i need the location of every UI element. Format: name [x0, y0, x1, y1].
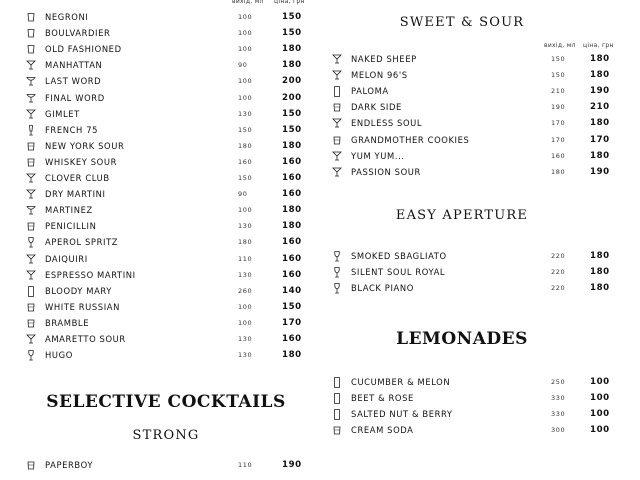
menu-item-paloma: [332, 83, 622, 99]
menu-item-penicillin: [26, 218, 306, 234]
item-price: 160: [282, 237, 302, 248]
highball-glass-icon: [332, 393, 342, 403]
item-price: 170: [282, 317, 302, 328]
item-volume: 190: [551, 103, 566, 112]
menu-item-endless-soul: [332, 115, 622, 131]
wine-glass-icon: [332, 283, 342, 293]
item-name: YUM YUM...: [351, 150, 405, 161]
menu-item-passion-sour: [332, 164, 622, 180]
rocks-glass-icon: [26, 157, 36, 167]
item-name: MANHATTAN: [45, 60, 103, 71]
coupe-glass-icon: [26, 205, 36, 215]
item-volume: 170: [551, 119, 566, 128]
menu-item-last-word: [26, 73, 306, 89]
item-volume: 100: [238, 93, 253, 102]
rocks-glass-icon: [26, 302, 36, 312]
martini-glass-icon: [332, 118, 342, 128]
menu-item-manhattan: [26, 57, 306, 73]
item-name: BLOODY MARY: [45, 285, 113, 296]
item-volume: 100: [238, 77, 253, 86]
menu-item-boulvardier: [26, 25, 306, 41]
martini-glass-icon: [26, 109, 36, 119]
item-price: 210: [590, 102, 610, 113]
item-volume: 110: [238, 254, 253, 263]
item-volume: 180: [238, 141, 253, 150]
item-name: OLD FASHIONED: [45, 44, 122, 55]
item-name: FRENCH 75: [45, 124, 99, 135]
menu-item-bramble: [26, 315, 306, 331]
item-volume: 130: [238, 222, 253, 231]
tumbler-icon: [26, 12, 36, 22]
item-name: PAPERBOY: [45, 460, 94, 470]
item-name: SILENT SOUL ROYAL: [351, 267, 446, 278]
item-name: CLOVER CLUB: [45, 173, 110, 183]
menu-item-cream-soda: [332, 422, 622, 438]
price-header: ціна, грн: [274, 0, 305, 5]
martini-glass-icon: [26, 270, 36, 280]
item-volume: 100: [238, 318, 253, 327]
item-price: 180: [282, 44, 302, 55]
item-name: PENICILLIN: [45, 221, 97, 232]
menu-item-bloody-mary: [26, 283, 306, 299]
item-price: 180: [590, 70, 610, 81]
item-price: 190: [590, 86, 610, 97]
menu-item-white-russian: [26, 299, 306, 315]
item-price: 150: [282, 28, 302, 39]
item-price: 100: [590, 393, 610, 403]
item-name: CREAM SODA: [351, 425, 414, 435]
item-name: ESPRESSO MARTINI: [45, 269, 136, 280]
item-volume: 100: [238, 13, 253, 21]
item-volume: 220: [551, 284, 566, 293]
item-price: 160: [282, 253, 302, 264]
item-volume: 130: [238, 335, 253, 343]
item-name: GIMLET: [45, 108, 80, 119]
item-name: WHISKEY SOUR: [45, 156, 117, 167]
menu-item-gimlet: [26, 106, 306, 122]
item-price: 180: [590, 54, 610, 64]
item-name: NEGRONI: [45, 12, 89, 22]
rocks-glass-icon: [26, 318, 36, 328]
rocks-glass-icon: [332, 135, 342, 145]
rocks-glass-icon: [26, 221, 36, 231]
item-price: 180: [590, 118, 610, 129]
item-price: 160: [282, 156, 302, 167]
item-volume: 160: [238, 157, 253, 166]
item-name: SMOKED SBAGLIATO: [351, 251, 447, 261]
menu-item-final-word: [26, 90, 306, 106]
item-volume: 130: [238, 351, 253, 360]
item-price: 150: [282, 12, 302, 22]
coupe-glass-icon: [26, 76, 36, 86]
easy-aperture-title: EASY APERTURE: [395, 208, 529, 223]
item-volume: 90: [238, 61, 248, 70]
item-volume: 180: [238, 238, 253, 247]
menu-item-aperol-spritz: [26, 234, 306, 250]
item-volume: 150: [551, 71, 566, 80]
item-name: NAKED SHEEP: [351, 54, 417, 64]
price-header: ціна, грн: [583, 42, 614, 49]
item-volume: 110: [238, 461, 253, 469]
flute-glass-icon: [26, 125, 36, 135]
item-volume: 170: [551, 135, 566, 144]
menu-item-new-york-sour: [26, 138, 306, 154]
tumbler-icon: [26, 28, 36, 38]
item-name: BRAMBLE: [45, 317, 90, 328]
sweet-sour-title: SWEET & SOUR: [399, 15, 525, 30]
item-volume: 260: [238, 286, 253, 295]
item-volume: 100: [238, 302, 253, 311]
item-volume: 250: [551, 378, 566, 386]
item-price: 190: [282, 460, 302, 470]
item-price: 180: [282, 205, 302, 216]
highball-glass-icon: [26, 286, 36, 296]
item-price: 180: [590, 150, 610, 161]
item-volume: 150: [551, 55, 566, 63]
item-price: 180: [590, 251, 610, 261]
coupe-glass-icon: [26, 93, 36, 103]
item-name: BLACK PIANO: [351, 283, 414, 294]
item-price: 190: [590, 166, 610, 177]
item-name: BOULVARDIER: [45, 28, 111, 39]
menu-item-beet-rose: [332, 390, 622, 406]
menu-item-cucumber-melon: [332, 374, 622, 390]
item-price: 180: [282, 140, 302, 151]
rocks-glass-icon: [332, 425, 342, 435]
martini-glass-icon: [26, 60, 36, 70]
item-price: 150: [282, 108, 302, 119]
menu-item-french-75: [26, 122, 306, 138]
item-price: 150: [282, 124, 302, 135]
item-name: DARK SIDE: [351, 102, 402, 113]
item-name: WHITE RUSSIAN: [45, 301, 120, 312]
menu-item-paperboy: [26, 457, 306, 473]
menu-item-black-piano: [332, 280, 622, 296]
item-volume: 150: [238, 125, 253, 134]
menu-item-naked-sheep: [332, 51, 622, 67]
volume-header: вихід, мл: [232, 0, 264, 5]
item-price: 170: [590, 134, 610, 145]
lemonades-title: LEMONADES: [396, 329, 528, 349]
item-name: HUGO: [45, 350, 73, 361]
menu-item-whiskey-sour: [26, 154, 306, 170]
item-volume: 100: [238, 29, 253, 38]
item-name: PASSION SOUR: [351, 166, 421, 177]
item-name: NEW YORK SOUR: [45, 140, 125, 151]
rocks-glass-icon: [332, 102, 342, 112]
item-name: MELON 96'S: [351, 70, 408, 81]
martini-glass-icon: [332, 151, 342, 161]
item-name: CUCUMBER & MELON: [351, 377, 451, 387]
menu-item-martinez: [26, 202, 306, 218]
martini-glass-icon: [332, 167, 342, 177]
item-price: 180: [282, 350, 302, 361]
item-price: 200: [282, 76, 302, 87]
item-volume: 160: [551, 151, 566, 160]
item-price: 160: [282, 269, 302, 280]
item-volume: 210: [551, 87, 566, 96]
martini-glass-icon: [26, 173, 36, 183]
strong-title: STRONG: [132, 428, 200, 443]
item-name: APEROL SPRITZ: [45, 237, 119, 248]
item-volume: 180: [551, 167, 566, 176]
selective-cocktails-title: SELECTIVE COCKTAILS: [46, 392, 286, 412]
volume-header: вихід, мл: [544, 42, 576, 49]
item-volume: 220: [551, 252, 566, 260]
item-name: FINAL WORD: [45, 92, 105, 103]
menu-item-dry-martini: [26, 186, 306, 202]
item-name: MARTINEZ: [45, 205, 93, 216]
item-price: 200: [282, 92, 302, 103]
menu-item-grandmother-cookies: [332, 132, 622, 148]
item-price: 180: [282, 60, 302, 71]
menu-item-daiquiri: [26, 251, 306, 267]
item-price: 150: [282, 301, 302, 312]
item-price: 180: [590, 283, 610, 294]
martini-glass-icon: [26, 254, 36, 264]
menu-item-negroni: [26, 9, 306, 25]
item-volume: 330: [551, 394, 566, 402]
item-name: BEET & ROSE: [351, 393, 414, 403]
menu-item-silent-soul-royal: [332, 264, 622, 280]
menu-item-yum-yum: [332, 148, 622, 164]
item-volume: 130: [238, 109, 253, 118]
item-price: 180: [282, 221, 302, 232]
martini-glass-icon: [26, 334, 36, 344]
item-price: 140: [282, 285, 302, 296]
menu-item-hugo: [26, 347, 306, 363]
wine-glass-icon: [332, 267, 342, 277]
menu-item-salted-nut-berry: [332, 406, 622, 422]
menu-item-smoked-sbagliato: [332, 248, 622, 264]
rocks-glass-icon: [26, 460, 36, 470]
item-name: GRANDMOTHER COOKIES: [351, 134, 470, 145]
item-name: PALOMA: [351, 86, 389, 97]
wine-glass-icon: [26, 237, 36, 247]
item-name: AMARETTO SOUR: [45, 334, 126, 344]
item-name: DAIQUIRI: [45, 253, 88, 264]
wine-glass-icon: [332, 251, 342, 261]
rocks-glass-icon: [26, 141, 36, 151]
item-price: 100: [590, 425, 610, 435]
menu-item-amaretto-sour: [26, 331, 306, 347]
item-name: DRY MARTINI: [45, 189, 106, 200]
item-volume: 90: [238, 190, 248, 199]
item-name: ENDLESS SOUL: [351, 118, 423, 129]
item-volume: 330: [551, 410, 566, 418]
highball-glass-icon: [332, 377, 342, 387]
item-price: 160: [282, 189, 302, 200]
item-volume: 130: [238, 270, 253, 279]
item-volume: 100: [238, 206, 253, 215]
item-price: 100: [590, 409, 610, 419]
menu-item-dark-side: [332, 99, 622, 115]
menu-item-espresso-martini: [26, 267, 306, 283]
item-price: 100: [590, 377, 610, 387]
item-volume: 300: [551, 426, 566, 434]
menu-item-clover-club: [26, 170, 306, 186]
item-name: SALTED NUT & BERRY: [351, 409, 453, 419]
menu-item-old-fashioned: [26, 41, 306, 57]
martini-glass-icon: [332, 70, 342, 80]
highball-glass-icon: [332, 86, 342, 96]
martini-glass-icon: [26, 189, 36, 199]
menu-item-melon-96-s: [332, 67, 622, 83]
item-price: 160: [282, 173, 302, 183]
item-price: 160: [282, 334, 302, 344]
item-volume: 150: [238, 174, 253, 182]
wine-glass-icon: [26, 350, 36, 360]
tumbler-icon: [26, 44, 36, 54]
item-volume: 100: [238, 45, 253, 54]
martini-glass-icon: [332, 54, 342, 64]
item-name: LAST WORD: [45, 76, 102, 87]
highball-glass-icon: [332, 409, 342, 419]
item-price: 180: [590, 267, 610, 278]
item-volume: 220: [551, 268, 566, 277]
